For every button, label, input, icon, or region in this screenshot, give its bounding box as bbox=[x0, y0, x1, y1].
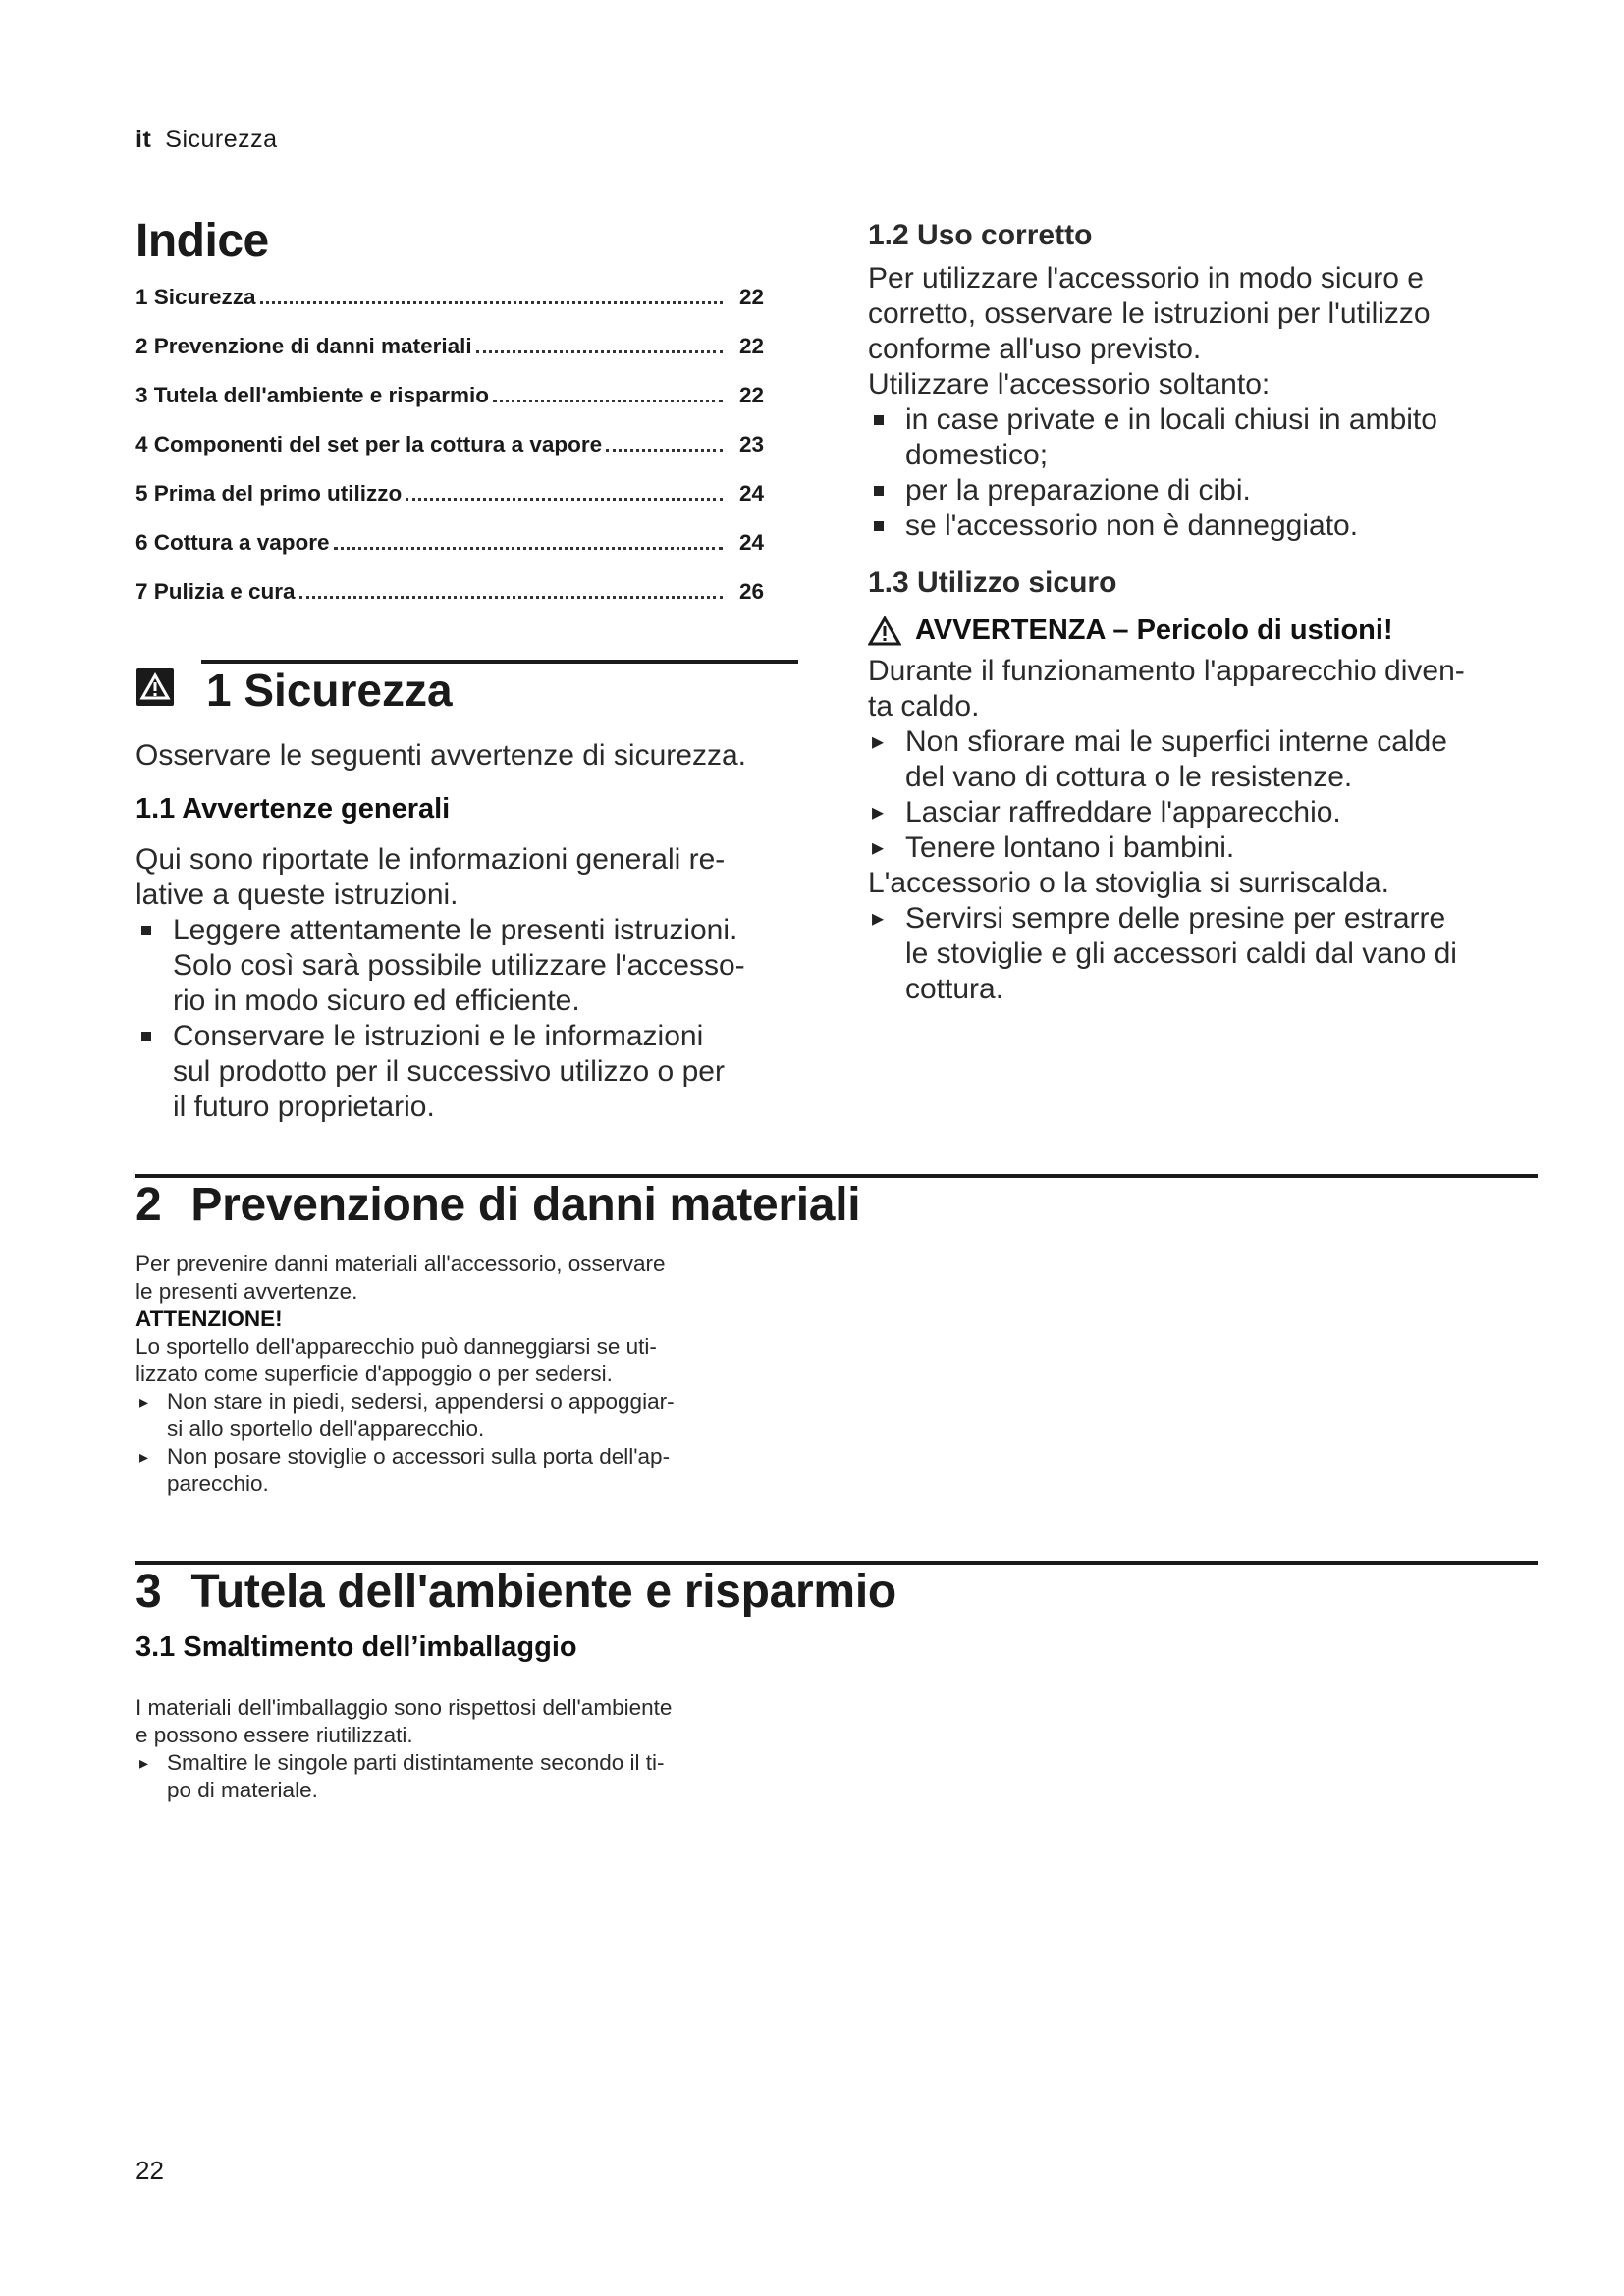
list-item: ▸ Tenere lontano i bambini. bbox=[868, 830, 1536, 866]
list-item: ▸ Non posare stoviglie o accessori sulla porta dell'ap- parecchio. bbox=[135, 1443, 803, 1498]
toc-entry[interactable]: 2 Prevenzione di danni materiali 22 bbox=[135, 334, 764, 358]
subsection-1-2-body: Per utilizzare l'accessorio in modo sicuro e corretto, osservare le istruzioni per l'utilizzo conforme all'uso previsto. Utilizzare l'accessorio soltanto: in case private e in locali chiusi in ambito domestico; per la preparazione di cibi. se l'accessorio non è danneggiato. bbox=[868, 261, 1536, 544]
warning-triangle-icon bbox=[868, 616, 901, 646]
subsection-1-2-title: 1.2 Uso corretto bbox=[868, 219, 1093, 251]
toc-entry[interactable]: 1 Sicurezza 22 bbox=[135, 285, 764, 309]
attention-label: ATTENZIONE! bbox=[135, 1307, 283, 1331]
section-2-title: 2 Prevenzione di danni materiali bbox=[135, 1179, 861, 1231]
list-item: se l'accessorio non è danneggiato. bbox=[868, 508, 1536, 544]
toc-entry[interactable]: 3 Tutela dell'ambiente e risparmio 22 bbox=[135, 383, 764, 407]
list-item: ▸ Non sfiorare mai le superfici interne calde del vano di cottura o le resistenze. bbox=[868, 724, 1536, 795]
section-2-body: Per prevenire danni materiali all'accessorio, osservare le presenti avvertenze. ATTENZIONE! Lo sportello dell'apparecchio può danneggiarsi se uti- lizzato come superficie d'appoggio o per sedersi. ▸ Non stare in piedi, sedersi, appendersi o appoggiar- si allo sportello dell'apparecchio. ▸ Non posare stoviglie o accessori sulla porta dell'ap- parecchio. bbox=[135, 1251, 803, 1498]
section-1-title: 1 Sicurezza bbox=[206, 665, 453, 716]
header-section: Sicurezza bbox=[165, 126, 278, 153]
subsection-1-3-body: Durante il funzionamento l'apparecchio diven- ta caldo. ▸ Non sfiorare mai le superfici interne calde del vano di cottura o le resistenze. ▸ Lasciar raffreddare l'apparecchio. ▸ Tenere lontano i bambini. L'accessorio o la stoviglia si surriscalda. ▸ Servirsi sempre delle presine per estrarre le stoviglie e gli accessori caldi dal vano di cottura. bbox=[868, 654, 1536, 1007]
list-item: Conservare le istruzioni e le informazioni sul prodotto per il successivo utilizzo o per il futuro proprietario. bbox=[135, 1019, 803, 1125]
toc-entry[interactable]: 7 Pulizia e cura 26 bbox=[135, 579, 764, 604]
list-item: ▸ Lasciar raffreddare l'apparecchio. bbox=[868, 795, 1536, 830]
toc-title: Indice bbox=[135, 215, 269, 267]
subsection-1-3-title: 1.3 Utilizzo sicuro bbox=[868, 566, 1117, 599]
section-1-intro: Osservare le seguenti avvertenze di sicurezza. bbox=[135, 739, 746, 772]
list-item: ▸ Non stare in piedi, sedersi, appendersi o appoggiar- si allo sportello dell'apparecchio. bbox=[135, 1388, 803, 1443]
section-3-title: 3 Tutela dell'ambiente e risparmio bbox=[135, 1566, 896, 1618]
subsection-3-1-body: I materiali dell'imballaggio sono rispettosi dell'ambiente e possono essere riutilizzati. ▸ Smaltire le singole parti distintamente secondo il ti- po di materiale. bbox=[135, 1694, 803, 1804]
list-item: ▸ Smaltire le singole parti distintamente secondo il ti- po di materiale. bbox=[135, 1749, 803, 1804]
subsection-3-1-title: 3.1 Smaltimento dell’imballaggio bbox=[135, 1631, 577, 1663]
safety-warning-icon bbox=[135, 667, 175, 707]
list-item: ▸ Servirsi sempre delle presine per estrarre le stoviglie e gli accessori caldi dal vano di cottura. bbox=[868, 901, 1536, 1007]
language-code: it bbox=[135, 126, 152, 153]
running-header bbox=[135, 126, 278, 154]
list-item: Leggere attentamente le presenti istruzioni. Solo così sarà possibile utilizzare l'accesso- rio in modo sicuro ed efficiente. bbox=[135, 913, 803, 1019]
list-item: in case private e in locali chiusi in ambito domestico; bbox=[868, 402, 1536, 473]
toc-entry[interactable]: 4 Componenti del set per la cottura a vapore 23 bbox=[135, 432, 764, 456]
toc-entry[interactable]: 5 Prima del primo utilizzo 24 bbox=[135, 481, 764, 506]
page-number: 22 bbox=[135, 2156, 164, 2185]
table-of-contents bbox=[135, 285, 764, 628]
warning-heading: AVVERTENZA – Pericolo di ustioni! bbox=[868, 614, 1393, 647]
toc-entry[interactable]: 6 Cottura a vapore 24 bbox=[135, 530, 764, 555]
subsection-1-1-body: Qui sono riportate le informazioni generali re- lative a queste istruzioni. Leggere attentamente le presenti istruzioni. Solo così sarà possibile utilizzare l'accesso- rio in modo sicuro ed efficiente. Conservare le istruzioni e le informazioni sul prodotto per il successivo utilizzo o per il futuro proprietario. bbox=[135, 842, 803, 1125]
subsection-1-1-title: 1.1 Avvertenze generali bbox=[135, 793, 451, 825]
list-item: per la preparazione di cibi. bbox=[868, 473, 1536, 508]
